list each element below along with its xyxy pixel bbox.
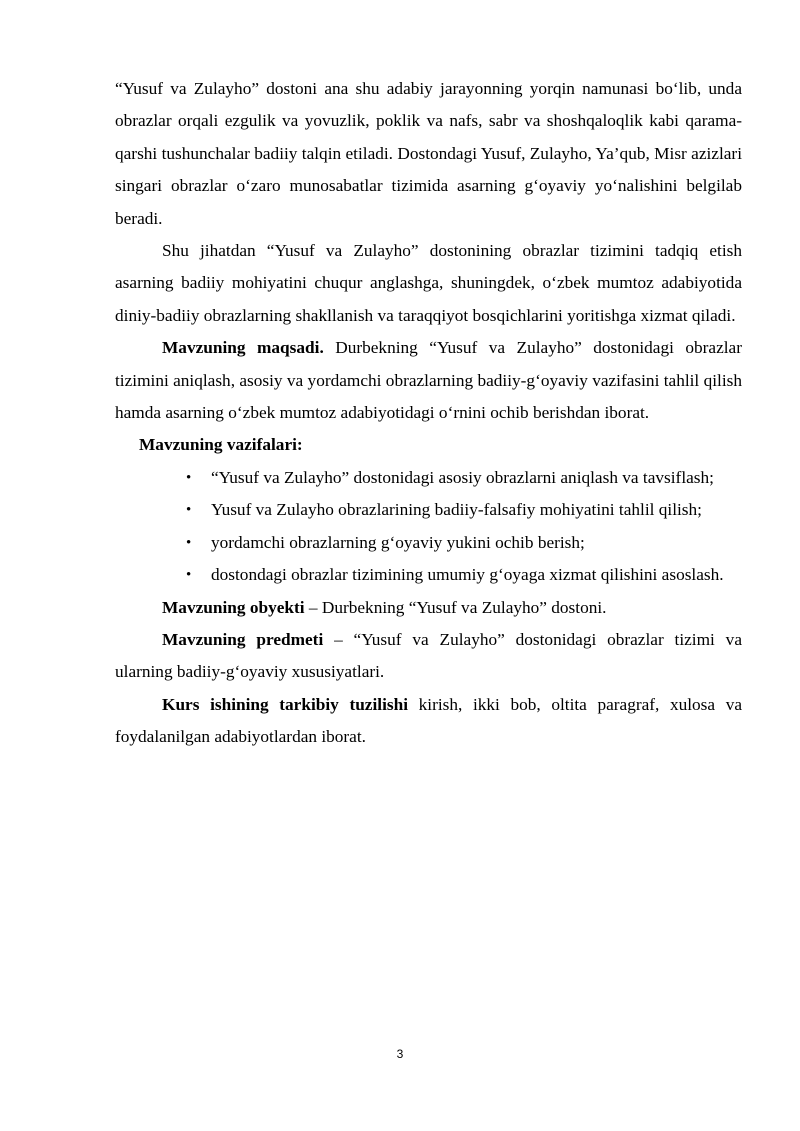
list-item — [186, 462, 742, 494]
list-item — [186, 527, 742, 559]
subject-text: – “Yusuf va Zulayho” dostonidagi obrazlar tizimi va ularning badiiy-g‘oyaviy xususiyatlari. — [115, 629, 742, 682]
list-item-text: “Yusuf va Zulayho” dostonidagi asosiy obrazlarni aniqlash va tavsiflash; — [211, 467, 714, 487]
object-paragraph — [115, 592, 742, 624]
bullet-icon: • — [186, 469, 192, 486]
subject-paragraph — [115, 624, 742, 689]
object-label: Mavzuning obyekti — [162, 597, 305, 617]
list-item-text: Yusuf va Zulayho obrazlarining badiiy-falsafiy mohiyatini tahlil qilish; — [211, 500, 702, 520]
goal-paragraph — [115, 332, 742, 429]
relevance-paragraph: Shu jihatdan “Yusuf va Zulayho” dostonining obrazlar tizimini tadqiq etish asarning badiiy mohiyatini chuqur anglashga, shuningdek, o‘zbek mumtoz adabiyotida diniy-badiiy obrazlarning shakllanish va taraqqiyot bosqichlarini yoritishga xizmat qiladi. — [115, 241, 742, 325]
tasks-heading: Mavzuning vazifalari: — [139, 435, 303, 455]
list-item — [186, 494, 742, 526]
structure-text: kirish, ikki bob, oltita paragraf, xulosa va foydalanilgan adabiyotlardan iborat. — [115, 694, 743, 747]
list-item-text: dostondagi obrazlar tizimining umumiy g‘oyaga xizmat qilishini asoslash. — [211, 565, 724, 585]
bullet-icon: • — [186, 567, 192, 584]
goal-text: Durbekning “Yusuf va Zulayho” dostonidagi obrazlar tizimini aniqlash, asosiy va yordamchi obrazlarning badiiy-g‘oyaviy vazifasini tahlil qilish hamda asarning o‘zbek mumtoz adabiyotidagi o‘rnini ochib berishdan iborat. — [115, 338, 742, 423]
structure-label: Kurs ishining tarkibiy tuzilishi — [162, 694, 409, 714]
object-text: – Durbekning “Yusuf va Zulayho” dostoni. — [304, 597, 607, 617]
document-page — [115, 73, 742, 754]
bullet-icon: • — [186, 534, 192, 551]
page-number: 3 — [396, 1047, 404, 1061]
intro-paragraph: “Yusuf va Zulayho” dostoni ana shu adabiy jarayonning yorqin namunasi bo‘lib, unda obrazlar orqali ezgulik va yovuzlik, poklik va nafs, sabr va shoshqaloqlik kabi qarama-qarshi tushunchalar badiiy talqin etiladi. Dostondagi Yusuf, Zulayho, Ya’qub, Misr azizlari singari obrazlar o‘zaro munosabatlar tizimida asarning g‘oyaviy yo‘nalishini belgilab beradi. — [115, 79, 742, 228]
structure-paragraph — [115, 689, 742, 754]
subject-label: Mavzuning predmeti — [162, 629, 324, 649]
goal-label: Mavzuning maqsadi. — [162, 338, 324, 358]
list-item — [186, 559, 742, 591]
list-item-text: yordamchi obrazlarning g‘oyaviy yukini ochib berish; — [211, 532, 585, 552]
tasks-list — [115, 462, 742, 592]
bullet-icon: • — [186, 502, 192, 519]
